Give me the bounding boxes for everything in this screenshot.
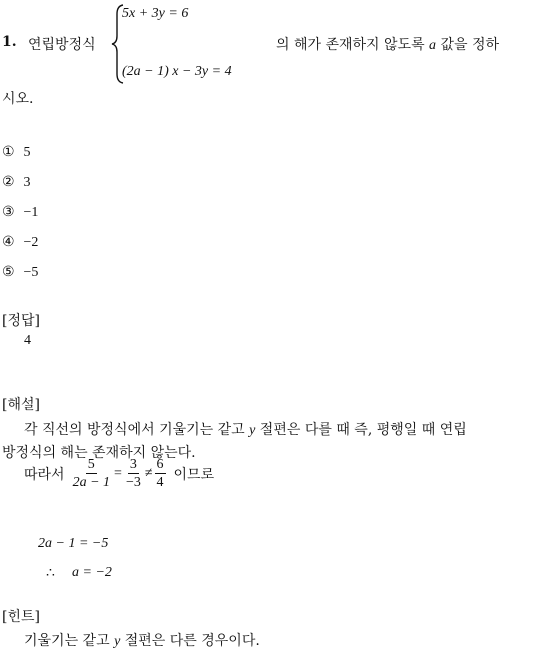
explanation-heading: [해설]	[2, 397, 40, 413]
fraction-2-denominator: −3	[125, 475, 141, 490]
question-lead: 연립방정식	[28, 37, 96, 53]
explanation-line-1-a: 각 직선의 방정식에서 기울기는 같고	[24, 422, 245, 438]
not-equal-sign: ≠	[144, 465, 153, 481]
hint-line	[24, 630, 260, 650]
calculation-step-1: 2a − 1 = −5	[38, 536, 109, 551]
answer-heading: [정답]	[2, 313, 40, 329]
choice-marker: ①	[2, 144, 15, 160]
equals-sign: =	[114, 465, 122, 481]
choice-marker: ③	[2, 204, 15, 220]
explanation-line-3-lead: 따라서	[24, 466, 65, 483]
hint-line-a: 기울기는 같고	[24, 633, 110, 649]
choice-item[interactable]	[2, 144, 30, 161]
choice-value: 3	[23, 175, 31, 190]
fraction-1-denominator: 2a − 1	[72, 475, 111, 490]
question-tail-c: 시오.	[2, 91, 34, 107]
hint-line-b: 절편은 다른 경우이다.	[124, 633, 260, 649]
choice-item[interactable]	[2, 264, 38, 281]
question-tail-a: 의 해가 존재하지 않도록	[276, 37, 425, 53]
explanation-line-1-b: 절편은 다를 때 즉, 평행일 때 연립	[259, 422, 467, 438]
question-number: 1.	[2, 34, 17, 50]
choice-marker: ⑤	[2, 264, 15, 280]
choice-item[interactable]	[2, 204, 38, 221]
choice-value: −5	[23, 265, 39, 280]
choice-value: 5	[23, 145, 31, 160]
fraction-2	[124, 456, 143, 491]
choice-value: −1	[23, 205, 39, 220]
explanation-variable: y	[249, 423, 256, 438]
explanation-line-1	[24, 419, 467, 439]
explanation-fraction-line	[24, 456, 214, 491]
hint-heading: [힌트]	[2, 609, 40, 625]
question-tail-variable: a	[429, 38, 437, 53]
explanation-line-3-tail: 이므로	[173, 466, 215, 483]
choice-value: −2	[23, 235, 39, 250]
fraction-2-numerator: 3	[129, 457, 137, 472]
fraction-1-numerator: 5	[87, 457, 95, 472]
fraction-3-denominator: 4	[156, 475, 164, 490]
fraction-3	[155, 456, 166, 491]
explanation-line-2: 방정식의 해는 존재하지 않는다.	[2, 445, 196, 461]
question-tail-b: 값을 정하	[440, 37, 500, 53]
choice-marker: ④	[2, 234, 15, 250]
system-equation-2: (2a − 1) x − 3y = 4	[122, 64, 232, 79]
choice-item[interactable]	[2, 174, 30, 191]
system-equation-1: 5x + 3y = 6	[122, 6, 189, 21]
answer-value: 4	[24, 333, 31, 348]
hint-variable: y	[114, 634, 121, 649]
therefore-symbol: ∴	[46, 566, 55, 581]
choice-item[interactable]	[2, 234, 38, 251]
question-tail-line	[276, 34, 499, 54]
fraction-3-numerator: 6	[156, 457, 164, 472]
choice-marker: ②	[2, 174, 15, 190]
calculation-step-2: a = −2	[72, 565, 112, 580]
fraction-1	[71, 456, 112, 491]
